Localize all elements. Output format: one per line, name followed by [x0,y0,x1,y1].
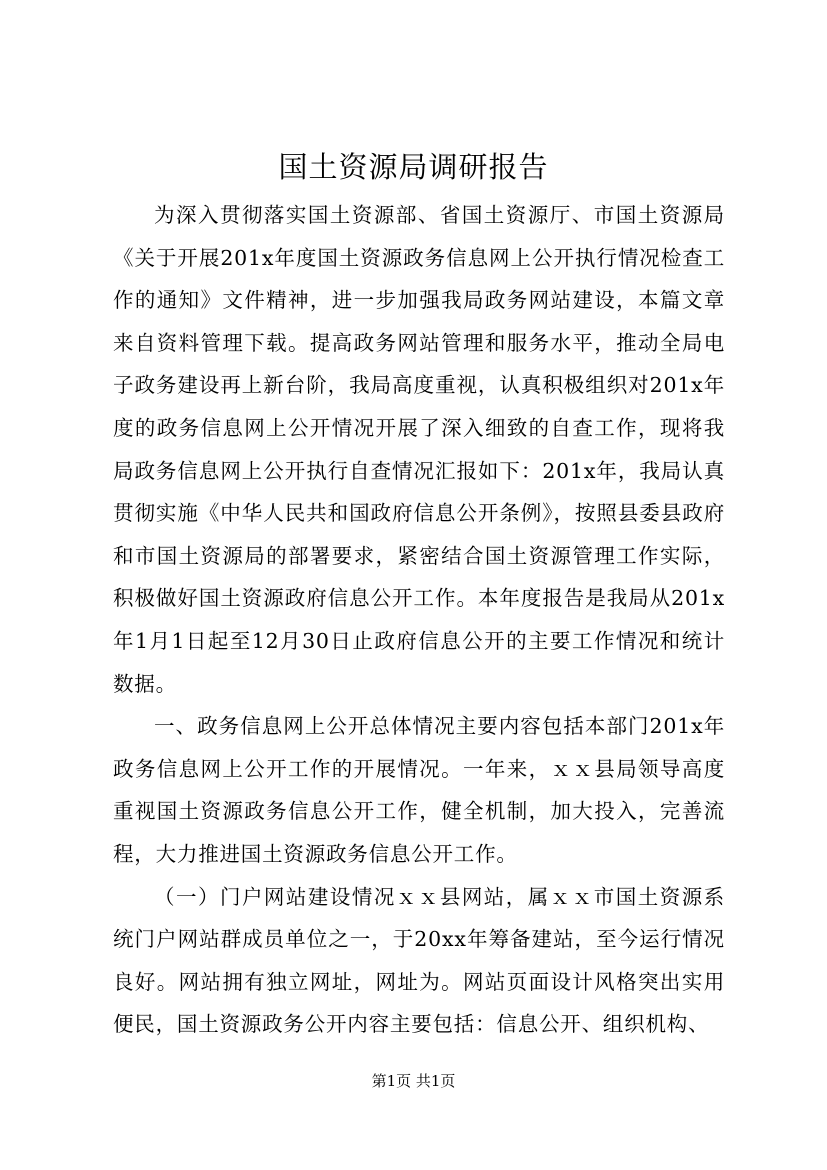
page-number-footer: 第1页 共1页 [371,1072,456,1090]
paragraph-section-one: 一、政务信息网上公开总体情况主要内容包括本部门201x年政务信息网上公开工作的开展情况。一年来，ｘｘ县局领导高度重视国土资源政务信息公开工作，健全机制，加大投入，完善流程，大力推进国土资源政务信息公开工作。 [113,714,725,866]
document-body [113,194,725,1046]
document-title: 国土资源局调研报告 [278,150,549,184]
paragraph-subsection-one: （一）门户网站建设情况ｘｘ县网站，属ｘｘ市国土资源系统门户网站群成员单位之一，于20xx年筹备建站，至今运行情况良好。网站拥有独立网址，网址为。网站页面设计风格突出实用便民，国土资源政务公开内容主要包括：信息公开、组织机构、 [113,884,725,1037]
paragraph-intro: 为深入贯彻落实国土资源部、省国土资源厅、市国土资源局《关于开展201x年度国土资源政务信息网上公开执行情况检查工作的通知》文件精神，进一步加强我局政务网站建设，本篇文章来自资料管理下载。提高政务网站管理和服务水平，推动全局电子政务建设再上新台阶，我局高度重视，认真积极组织对201x年度的政务信息网上公开情况开展了深入细致的自查工作，现将我局政务信息网上公开执行自查情况汇报如下：201x年，我局认真贯彻实施《中华人民共和国政府信息公开条例》，按照县委县政府和市国土资源局的部署要求，紧密结合国土资源管理工作实际，积极做好国土资源政府信息公开工作。本年度报告是我局从201x年1月1日起至12月30日止政府信息公开的主要工作情况和统计数据。 [113,203,725,696]
